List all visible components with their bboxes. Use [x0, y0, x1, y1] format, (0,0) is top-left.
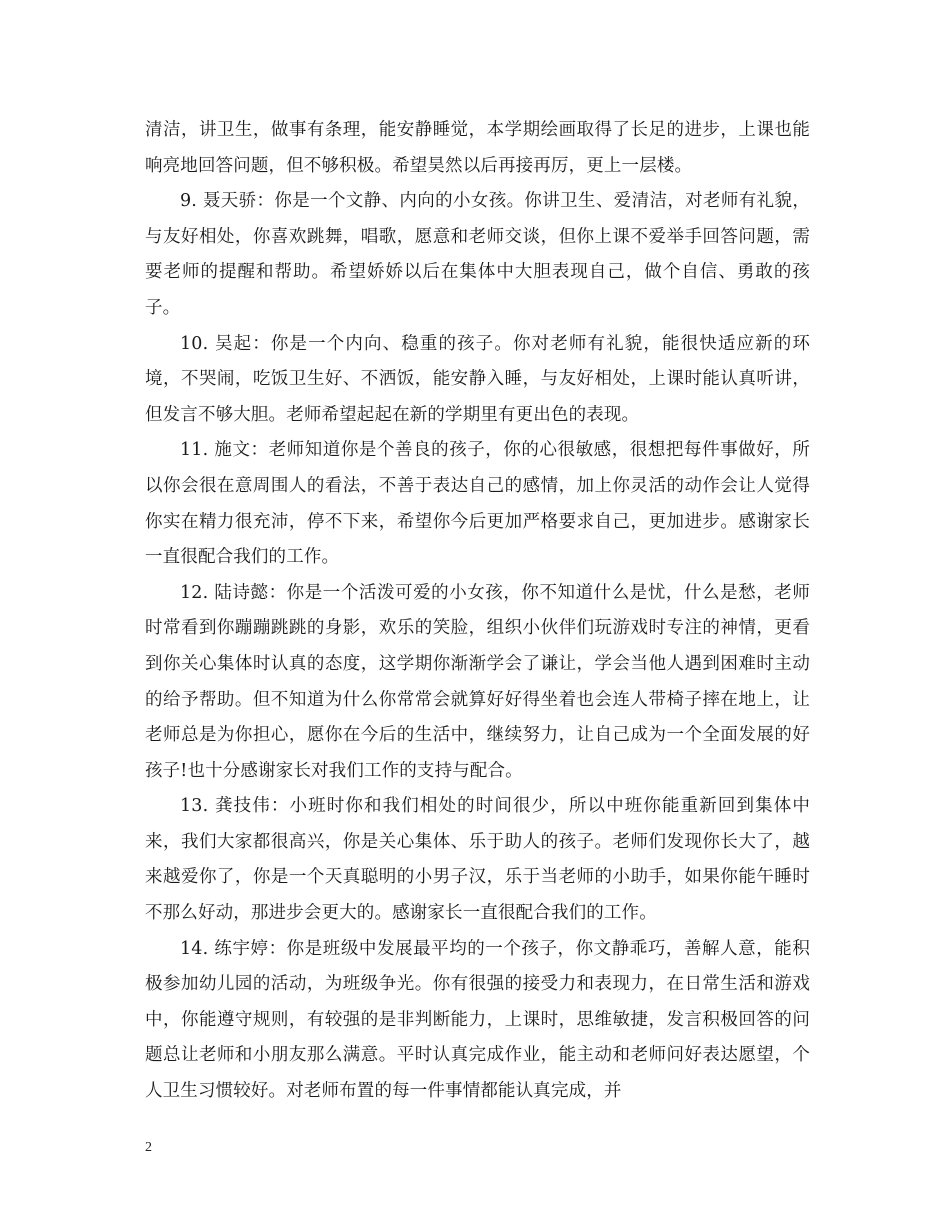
paragraph-comment-10: 10. 吴起：你是一个内向、稳重的孩子。你对老师有礼貌，能很快适应新的环境，不哭闹，吃饭卫生好、不洒饭，能安静入睡，与友好相处，上课时能认真听讲，但发言不够大胆。老师希望起起在新的学期里有更出色的表现。	[145, 333, 810, 425]
paragraph-comment-13: 13. 龚技伟：小班时你和我们相处的时间很少，所以中班你能重新回到集体中来，我们大家都很高兴，你是关心集体、乐于助人的孩子。老师们发现你长大了，越来越爱你了，你是一个天真聪明的小男子汉，乐于当老师的小助手，如果你能午睡时不那么好动，那进步会更大的。感谢家长一直很配合我们的工作。	[145, 796, 810, 924]
paragraph-comment-9: 9. 聂天骄：你是一个文静、内向的小女孩。你讲卫生、爱清洁，对老师有礼貌，与友好相处，你喜欢跳舞，唱歌，愿意和老师交谈，但你上课不爱举手回答问题，需要老师的提醒和帮助。希望娇娇以后在集体中大胆表现自己，做个自信、勇敢的孩子。	[145, 191, 810, 318]
paragraph-comment-12: 12. 陆诗懿：你是一个活泼可爱的小女孩，你不知道什么是忧，什么是愁，老师时常看到你蹦蹦跳跳的身影，欢乐的笑脸，组织小伙伴们玩游戏时专注的神情，更看到你关心集体时认真的态度，这学期你渐渐学会了谦让，学会当他人遇到困难时主动的给予帮助。但不知道为什么你常常会就算好好得坐着也会连人带椅子摔在地上，让老师总是为你担心，愿你在今后的生活中，继续努力，让自己成为一个全面发展的好孩子!也十分感谢家长对我们工作的支持与配合。	[145, 582, 810, 781]
paragraph-comment-14: 14. 练宇婷：你是班级中发展最平均的一个孩子，你文静乖巧，善解人意，能积极参加幼儿园的活动，为班级争光。你有很强的接受力和表现力，在日常生活和游戏中，你能遵守规则，有较强的是非判断能力，上课时，思维敏捷，发言积极回答的问题总让老师和小朋友那么满意。平时认真完成作业，能主动和老师问好表达愿望，个人卫生习惯较好。对老师布置的每一件事情都能认真完成，并	[145, 938, 810, 1102]
document-body	[145, 113, 810, 1110]
paragraph-comment-11: 11. 施文：老师知道你是个善良的孩子，你的心很敏感，很想把每件事做好，所以你会很在意周围人的看法，不善于表达自己的感情，加上你灵活的动作会让人觉得你实在精力很充沛，停不下来，希望你今后更加严格要求自己，更加进步。感谢家长一直很配合我们的工作。	[145, 440, 810, 568]
page-number: 2	[145, 1140, 152, 1155]
paragraph-continuation: 清洁，讲卫生，做事有条理，能安静睡觉，本学期绘画取得了长足的进步，上课也能响亮地回答问题，但不够积极。希望昊然以后再接再厉，更上一层楼。	[145, 120, 810, 176]
